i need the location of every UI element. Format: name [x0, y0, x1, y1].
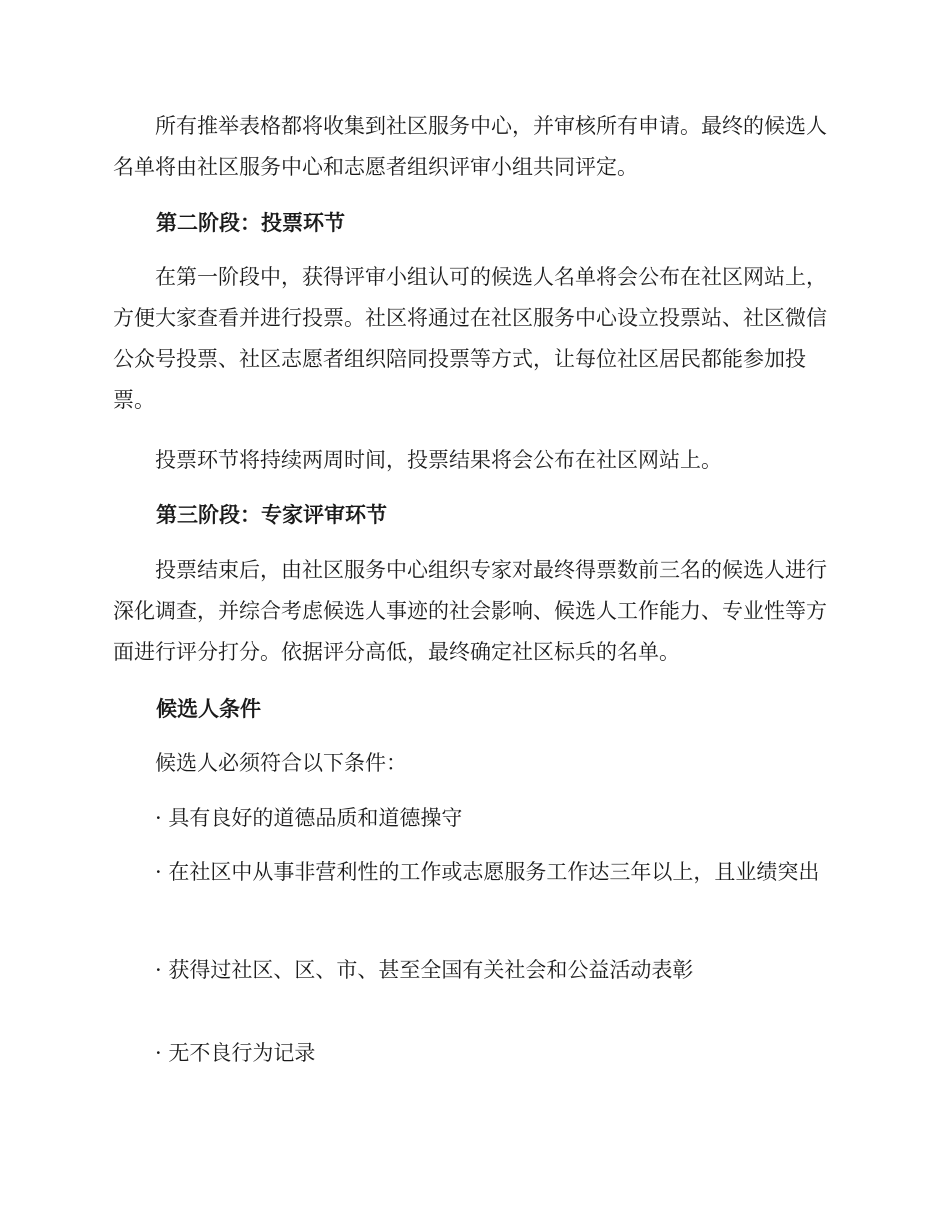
paragraph-voting-duration: 投票环节将持续两周时间，投票结果将会公布在社区网站上。 — [155, 448, 722, 472]
paragraph-expert-review: 投票结束后，由社区服务中心组织专家对最终得票数前三名的候选人进行深化调查，并综合考虑候选人事迹的社会影响、候选人工作能力、专业性等方面进行评分打分。依据评分高低，最终确定社区标兵的名单。 — [113, 558, 827, 664]
condition-item-awards: · 获得过社区、区、市、甚至全国有关社会和公益活动表彰 — [155, 958, 694, 982]
paragraph-voting-method: 在第一阶段中，获得评审小组认可的候选人名单将会公布在社区网站上，方便大家查看并进行投票。社区将通过在社区服务中心设立投票站、社区微信公众号投票、社区志愿者组织陪同投票等方式，让每位社区居民都能参加投票。 — [113, 265, 827, 412]
paragraph-review-process: 所有推举表格都将收集到社区服务中心，并审核所有申请。最终的候选人名单将由社区服务中心和志愿者组织评审小组共同评定。 — [113, 114, 827, 179]
heading-stage-two: 第二阶段：投票环节 — [156, 211, 345, 235]
condition-item-no-misconduct: · 无不良行为记录 — [155, 1041, 316, 1065]
condition-item-morality: · 具有良好的道德品质和道德操守 — [155, 806, 463, 830]
heading-candidate-conditions: 候选人条件 — [156, 697, 261, 721]
paragraph-conditions-intro: 候选人必须符合以下条件： — [155, 751, 407, 775]
heading-stage-three: 第三阶段：专家评审环节 — [156, 503, 387, 527]
condition-item-volunteer-service: · 在社区中从事非营利性的工作或志愿服务工作达三年以上，且业绩突出 — [155, 860, 820, 884]
